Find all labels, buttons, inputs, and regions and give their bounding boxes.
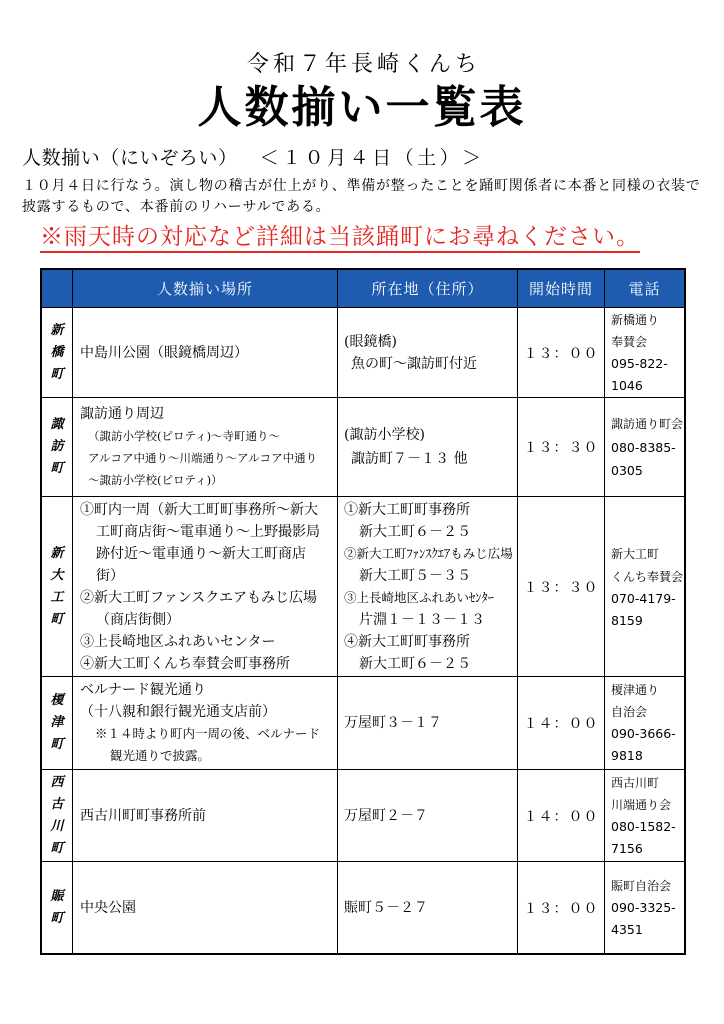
place-line: 街）: [96, 567, 124, 584]
contact-cell: [605, 862, 684, 953]
town-name: 諏訪町: [50, 417, 64, 476]
place-cell: [73, 398, 338, 497]
contact-phone-line: 095-822-: [611, 355, 668, 371]
place-note-line: 観光通りで披露。: [110, 748, 211, 763]
rain-notice: ※雨天時の対応など詳細は当該踊町にお尋ねください。: [40, 224, 640, 253]
town-name-cell: [42, 677, 73, 770]
contact-cell: [605, 398, 684, 497]
address-line: ①新大工町町事務所: [344, 501, 470, 518]
contact-org-line: 諏訪通り町会: [611, 417, 684, 431]
address-cell: [338, 677, 518, 770]
column-header-address: 所在地（住所）: [338, 270, 518, 308]
contact-cell: [605, 308, 684, 398]
address-cell: [338, 308, 518, 398]
place-line: ④新大工町くんち奉賛会町事務所: [80, 655, 290, 672]
contact-org-line: くんち奉賛会: [611, 569, 684, 584]
start-time-cell: [518, 677, 605, 770]
column-header-place: 人数揃い場所: [73, 270, 338, 308]
town-name-cell: [42, 497, 73, 677]
contact-org-line: 西古川町: [611, 775, 660, 790]
contact-phone-line: 080-8385-: [611, 440, 676, 455]
description: [22, 176, 701, 218]
start-time: １４：００: [523, 808, 599, 825]
schedule-table: [40, 268, 686, 955]
address-line: ②新大工町ﾌｧﾝｽｸｴｱもみじ広場: [344, 545, 513, 561]
place-cell: [73, 308, 338, 398]
town-name-cell: [42, 308, 73, 398]
address-line: 万屋町３－１７: [344, 715, 442, 731]
start-time: １３：３０: [523, 440, 599, 456]
address-line: 賑町５－２７: [344, 899, 428, 916]
contact-phone-line: 9818: [611, 748, 643, 763]
column-header-phone: 電話: [605, 270, 684, 308]
town-name: 榎津町: [50, 693, 64, 752]
start-time-cell: [518, 497, 605, 677]
place-line: 諏訪通り周辺: [80, 406, 164, 422]
town-name-cell: [42, 398, 73, 497]
address-line: 新大工町６－２５: [359, 655, 471, 672]
start-time-cell: [518, 862, 605, 953]
contact-org-line: 新橋通り: [611, 312, 660, 327]
document-title: 人数揃い一覧表: [197, 82, 527, 133]
address-line: 新大工町５－３５: [359, 567, 471, 584]
address-cell: [338, 398, 518, 497]
contact-cell: [605, 770, 684, 862]
contact-phone-line: 8159: [611, 612, 643, 628]
column-header-time: 開始時間: [518, 270, 605, 308]
contact-org-line: 榎津通り: [611, 683, 660, 697]
place-cell: [73, 862, 338, 953]
place-line: 跡付近～電車通り～新大工町商店: [96, 545, 306, 562]
description-line: １０月４日に行なう。演し物の稽古が仕上がり、準備が整ったことを踊町関係者に本番と同様の衣装で: [22, 178, 701, 194]
place-line: ③上長崎地区ふれあいセンター: [80, 633, 276, 650]
contact-org-line: 奉賛会: [611, 334, 648, 349]
contact-phone-line: 080-1582-: [611, 818, 676, 834]
contact-phone-line: 7156: [611, 840, 643, 856]
address-line: 新大工町６－２５: [359, 523, 471, 540]
place-line: 西古川町町事務所前: [80, 807, 206, 824]
place-route-line: ～諏訪小学校(ピロティ)）: [88, 473, 223, 487]
town-name: 賑町: [50, 888, 64, 926]
town-name: 西古川町: [50, 774, 64, 856]
address-cell: [338, 497, 518, 677]
start-time: １３：００: [523, 345, 599, 362]
place-line: 中島川公園（眼鏡橋周辺）: [80, 344, 248, 361]
address-line: (眼鏡橋): [344, 333, 397, 350]
contact-phone-line: 1046: [611, 377, 643, 393]
start-time-cell: [518, 770, 605, 862]
start-time: １４：００: [523, 716, 599, 732]
town-name-cell: [42, 770, 73, 862]
address-cell: [338, 862, 518, 953]
section-heading: [22, 146, 485, 170]
contact-org-line: 川端通り会: [611, 797, 672, 812]
town-name-cell: [42, 862, 73, 953]
contact-phone-line: 0305: [611, 463, 643, 478]
document-subtitle: 令和７年長崎くんち: [246, 52, 481, 77]
address-line: ④新大工町町事務所: [344, 633, 470, 650]
town-name: 新橋町: [50, 322, 64, 382]
start-time-cell: [518, 308, 605, 398]
place-line: （十八親和銀行観光通支店前）: [80, 704, 276, 720]
address-line: (諏訪小学校): [344, 427, 425, 443]
address-line: 諏訪町７－１３ 他: [351, 451, 468, 467]
place-cell: [73, 770, 338, 862]
contact-phone-line: 4351: [611, 921, 643, 937]
contact-org-line: 賑町自治会: [611, 878, 672, 893]
place-cell: [73, 497, 338, 677]
description-line: 披露するもので、本番前のリハーサルである。: [22, 199, 331, 215]
contact-cell: [605, 677, 684, 770]
address-line: 片淵１－１３－１３: [359, 611, 485, 628]
start-time: １３：３０: [523, 579, 599, 596]
place-line: （商店街側）: [96, 611, 180, 628]
address-line: 魚の町～諏訪町付近: [351, 355, 477, 372]
address-line: 万屋町２－７: [344, 807, 428, 824]
place-cell: [73, 677, 338, 770]
contact-phone-line: 090-3666-: [611, 726, 676, 741]
contact-org-line: 新大工町: [611, 546, 660, 561]
contact-org-line: 自治会: [611, 705, 648, 719]
address-cell: [338, 770, 518, 862]
address-line: ③上長崎地区ふれあいｾﾝﾀｰ: [344, 589, 495, 605]
place-line: ②新大工町ファンスクエアもみじ広場: [80, 589, 318, 606]
contact-cell: [605, 497, 684, 677]
place-line: ①町内一周（新大工町町事務所～新大: [80, 501, 318, 518]
start-time: １３：００: [523, 900, 599, 917]
start-time-cell: [518, 398, 605, 497]
section-date: ＜１０月４日（土）＞: [259, 147, 485, 169]
place-note-line: ※１４時より町内一周の後、ベルナード: [95, 726, 321, 741]
place-line: 中央公園: [80, 899, 136, 916]
contact-phone-line: 070-4179-: [611, 590, 676, 606]
place-route-line: アルコア中通り～川端通り～アルコア中通り: [88, 451, 318, 465]
contact-phone-line: 090-3325-: [611, 899, 676, 915]
place-route-line: （諏訪小学校(ピロティ)～寺町通り～: [88, 429, 281, 443]
place-line: 工町商店街～電車通り～上野撮影局: [96, 523, 320, 540]
town-name: 新大工町: [50, 545, 64, 627]
column-header-town: [42, 270, 73, 308]
section-label: 人数揃い（にいぞろい）: [22, 147, 238, 169]
place-line: ベルナード観光通り: [80, 682, 206, 698]
